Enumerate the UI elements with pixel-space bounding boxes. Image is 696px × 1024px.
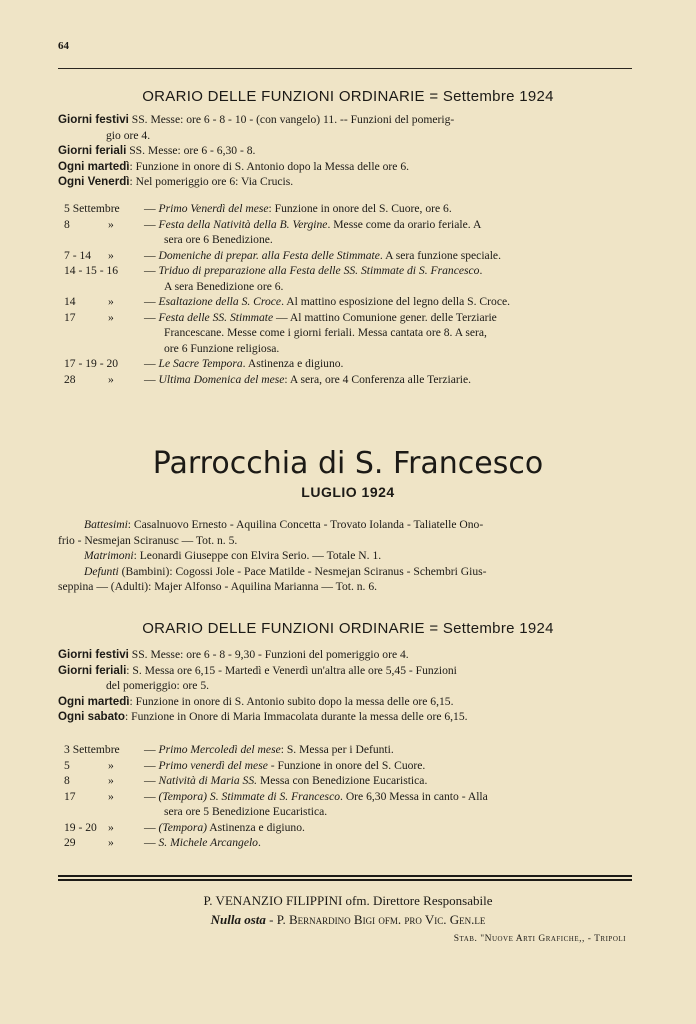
entry-feast: Esaltazione della S. Croce [158,295,282,308]
schedule-label: Ogni martedì [58,694,130,708]
entry-continuation: sera ore 5 Benedizione Eucaristica. [164,805,328,818]
record-text: : Casalnuovo Ernesto - Aquilina Concetta - Trovato Iolanda - Taliatelle Ono- [127,518,484,531]
entry-description: — Primo venerdì del mese - Funzione in onore del S. Cuore. [144,758,426,772]
schedule-line [58,647,638,663]
entry-ditto-mark: » [108,310,114,324]
entry-text: . Al mattino esposizione del legno della S. Croce. [281,295,511,308]
calendar-entry [58,773,638,789]
entry-text: Astinenza e digiuno. [207,820,305,834]
schedule-text: gio ore 4. [106,128,151,142]
schedule-label: Giorni feriali [58,663,127,677]
page-number: 64 [58,40,69,52]
entry-feast: (Tempora) S. Stimmate di S. Francesco [158,789,341,803]
entry-feast: Natività di Maria SS. [158,774,258,787]
section2-schedule [58,647,638,725]
schedule-label: Giorni festivi [58,648,129,661]
entry-ditto-mark: » [108,758,114,772]
entry-ditto-mark: » [108,836,114,849]
parish-records [58,517,638,595]
schedule-label: Ogni martedì [58,159,130,173]
calendar-entry [58,835,638,851]
entry-feast: Festa della Natività della B. Vergine [158,217,328,231]
schedule-line [58,174,638,190]
entry-feast: Festa delle SS. Stimmate [158,310,274,324]
schedule-label: Giorni feriali [58,144,127,157]
schedule-line [58,159,638,175]
record-line [58,548,638,564]
entry-date: 7 - 14 [64,248,92,262]
record-line [58,533,638,549]
entry-date: 19 - 20 [64,820,97,834]
schedule-line [58,694,638,710]
schedule-label: Ogni sabato [58,710,125,723]
header-rule [58,68,632,69]
schedule-line [58,143,638,159]
calendar-entry [58,248,638,264]
entry-date: 3 Settembre [64,743,120,756]
section1-title: ORARIO DELLE FUNZIONI ORDINARIE = Settembre 1924 [142,88,554,105]
record-text: (Bambini): Cogossi Jole - Pace Matilde - Nesmejan Sciranus - Schembri Gius- [118,564,487,578]
entry-continuation: A sera Benedizione ore 6. [164,279,284,293]
record-line [58,564,638,580]
schedule-line [58,678,638,694]
entry-description: — S. Michele Arcangelo. [144,836,261,849]
entry-date: 5 Settembre [64,202,120,215]
entry-date: 29 [64,836,76,849]
schedule-label: Giorni festivi [58,113,129,126]
record-label: Defunti [84,564,119,578]
entry-description: — Primo Mercoledì del mese: S. Messa per i Defunti. [144,743,394,756]
schedule-text: : Funzione in onore di S. Antonio dopo la Messa delle ore 6. [129,159,410,173]
record-label: Battesimi [84,518,128,531]
entry-description: — Domeniche di prepar. alla Festa delle Stimmate. A sera funzione speciale. [144,248,501,262]
entry-feast: Le Sacre Tempora [158,357,243,370]
entry-text: : S. Messa per i Defunti. [280,743,394,756]
printer-credit: Stab. "Nuove Arti Grafiche,, - Tripoli [453,934,626,944]
calendar-entry [58,263,638,279]
entry-description: — Festa della Natività della B. Vergine. Messe come da orario feriale. A [144,217,482,231]
schedule-text: : Funzione in onore di S. Antonio subito dopo la messa delle ore 6,15. [129,694,454,708]
section1-calendar [58,201,638,387]
entry-description: — (Tempora) S. Stimmate di S. Francesco. Ore 6,30 Messa in canto - Alla [144,789,488,803]
entry-description: — Triduo di preparazione alla Festa delle SS. Stimmate di S. Francesco. [144,264,483,277]
schedule-line [58,663,638,679]
entry-text: . [479,264,483,277]
entry-ditto-mark: » [108,217,114,231]
entry-continuation: ore 6 Funzione religiosa. [164,341,280,355]
entry-text: - Funzione in onore del S. Cuore. [267,758,426,772]
entry-text: . [257,836,261,849]
entry-description: — Ultima Domenica del mese: A sera, ore 4 Conferenza alle Terziarie. [144,372,472,386]
schedule-line [58,112,638,128]
entry-feast: S. Michele Arcangelo [158,836,258,849]
entry-feast: Primo venerdì del mese [158,758,268,772]
entry-text: — Al mattino Comunione gener. delle Terziarie [273,310,497,324]
parish-subtitle: LUGLIO 1924 [301,484,395,500]
entry-description: — Festa delle SS. Stimmate — Al mattino Comunione gener. delle Terziarie [144,310,497,324]
entry-ditto-mark: » [108,789,114,803]
schedule-label: Ogni Venerdì [58,175,130,188]
entry-description: — Primo Venerdì del mese: Funzione in onore del S. Cuore, ore 6. [144,202,452,215]
section2-calendar [58,742,638,851]
record-text: : Leonardi Giuseppe con Elvira Serio. — Totale N. 1. [133,549,382,562]
entry-date: 28 [64,372,76,386]
entry-ditto-mark: » [108,372,114,386]
entry-continuation: Francescane. Messe come i giorni feriali. Messa cantata ore 8. A sera, [164,326,487,339]
entry-text: . Ore 6,30 Messa in canto - Alla [340,789,488,803]
entry-continuation: sera ore 6 Benedizione. [164,233,273,246]
record-line [58,579,638,595]
schedule-text: SS. Messe: ore 6 - 8 - 10 - (con vangelo) 11. -- Funzioni del pomerig- [128,113,455,126]
section2-title: ORARIO DELLE FUNZIONI ORDINARIE = Settembre 1924 [142,620,554,637]
entry-text: . Astinenza e digiuno. [242,357,344,370]
entry-ditto-mark: » [108,820,114,834]
schedule-line [58,128,638,144]
entry-text: . Messe come da orario feriale. A [327,217,482,231]
entry-date: 17 [64,310,76,324]
entry-text: Messa con Benedizione Eucaristica. [257,774,428,787]
record-label: Matrimoni [84,549,134,562]
entry-description: — (Tempora) Astinenza e digiuno. [144,820,305,834]
schedule-text: del pomeriggio: ore 5. [106,679,210,692]
entry-text: : Funzione in onore del S. Cuore, ore 6. [268,202,452,215]
footer-nulla-osta [0,912,696,928]
entry-feast: Primo Venerdì del mese [158,202,269,215]
calendar-entry [58,356,638,372]
calendar-entry [58,310,638,326]
schedule-line [58,709,638,725]
entry-date: 5 [64,758,70,772]
record-text: seppina — (Adulti): Majer Alfonso - Aquilina Marianna — Tot. n. 6. [58,580,378,593]
entry-text: . A sera funzione speciale. [379,248,501,262]
entry-ditto-mark: » [108,774,114,787]
entry-feast: (Tempora) [158,820,208,834]
calendar-entry [58,758,638,774]
entry-description: — Natività di Maria SS. Messa con Benedizione Eucaristica. [144,774,428,787]
calendar-entry [58,217,638,233]
entry-feast: Primo Mercoledì del mese [158,743,281,756]
record-line [58,517,638,533]
nulla-osta-text: - P. Bernardino Bigi ofm. pro Vic. Gen.le [265,912,486,927]
calendar-entry [58,820,638,836]
entry-feast: Triduo di preparazione alla Festa delle SS. Stimmate di S. Francesco [158,264,480,277]
parish-title: Parrocchia di S. Francesco [152,446,544,481]
schedule-text: : Nel pomeriggio ore 6: Via Crucis. [129,175,294,188]
footer-director: P. VENANZIO FILIPPINI ofm. Direttore Responsabile [203,893,493,908]
entry-description: — Esaltazione della S. Croce. Al mattino esposizione del legno della S. Croce. [144,295,511,308]
section1-schedule [58,112,638,190]
schedule-text: SS. Messe: ore 6 - 8 - 9,30 - Funzioni del pomeriggio ore 4. [128,648,409,661]
schedule-text: : Funzione in Onore di Maria Immacolata durante la messa delle ore 6,15. [125,710,468,723]
schedule-text: SS. Messe: ore 6 - 6,30 - 8. [126,144,256,157]
entry-date: 14 [64,295,76,308]
nulla-osta-label: Nulla osta [210,912,266,927]
entry-feast: Domeniche di prepar. alla Festa delle Stimmate [158,248,380,262]
calendar-entry [58,742,638,758]
entry-date: 8 [64,774,70,787]
footer-rules [58,875,632,883]
schedule-text: : S. Messa ore 6,15 - Martedì e Venerdì un'altra alle ore 5,45 - Funzioni [126,663,457,677]
entry-description: — Le Sacre Tempora. Astinenza e digiuno. [144,357,344,370]
calendar-entry [58,201,638,217]
calendar-entry [58,372,638,388]
entry-ditto-mark: » [108,248,114,262]
record-text: frio - Nesmejan Sciranusc — Tot. n. 5. [58,533,238,547]
entry-date: 8 [64,217,70,231]
entry-ditto-mark: » [108,295,114,308]
entry-date: 17 [64,789,76,803]
entry-text: : A sera, ore 4 Conferenza alle Terziarie. [284,372,472,386]
entry-date: 17 - 19 - 20 [64,357,119,370]
calendar-entry [58,789,638,805]
calendar-entry [58,294,638,310]
entry-feast: Ultima Domenica del mese [158,372,285,386]
entry-date: 14 - 15 - 16 [64,264,119,277]
